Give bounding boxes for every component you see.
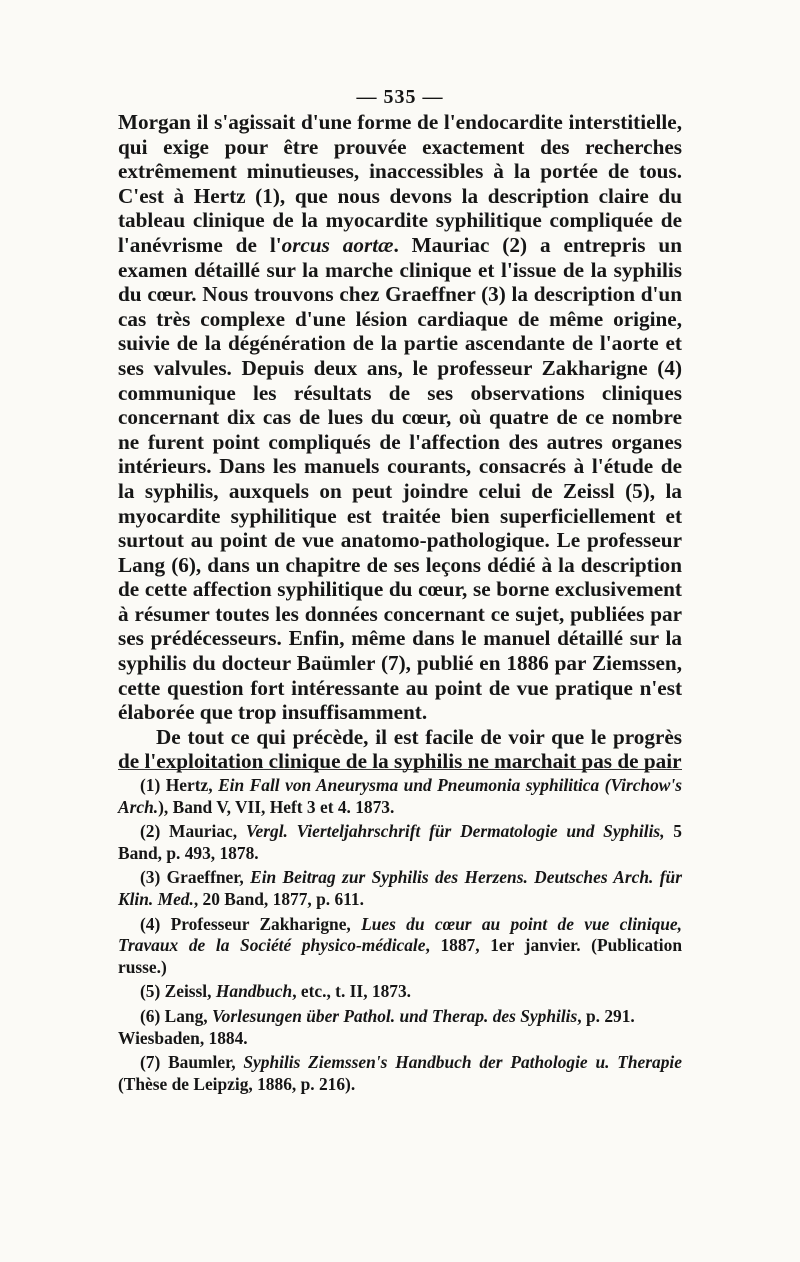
footnote-7-title: Syphilis Ziemssen's Handbuch der Pathologie u. Therapie — [243, 1052, 682, 1073]
footnote-7-author: (7) Baumler, — [140, 1052, 244, 1073]
footnote-6-author: (6) Lang, — [140, 1005, 212, 1026]
footnote-6-title: Vorlesungen über Pathol. und Therap. des Syphilis — [211, 1005, 578, 1026]
footnote-6-place: Wiesbaden, 1884. — [118, 1027, 248, 1048]
footnote-3 — [118, 867, 682, 910]
footnote-5-author: (5) Zeissl, — [140, 981, 216, 1002]
footnote-4-title: Lues du cœur au point de vue clinique, Travaux de la Société physico-médicale — [118, 913, 682, 956]
paragraph-1-italic: orcus aortæ — [281, 232, 394, 257]
footnote-3-title: Ein Beitrag zur Syphilis des Herzens. Deutsches Arch. für Klin. Med. — [118, 867, 682, 909]
page-number: — 535 — — [356, 86, 444, 108]
paragraph-1-part-a: Morgan il s'agissait d'une forme de l'endocardite interstitielle, qui exige pour être prouvée exactement des recherches extrêmement minutieuses, inaccessibles à la portée de tous. C'est à Hertz (1), que nous devons la description claire du tableau clinique de la myocardite syphilitique compliquée de l'anévrisme de l' — [118, 110, 682, 257]
footnote-divider — [118, 769, 682, 770]
footnote-3-ref: , 20 Band, 1877, p. 611. — [193, 888, 364, 909]
footnote-2 — [118, 821, 682, 864]
footnote-1-ref: ), Band V, VII, Heft 3 et 4. 1873. — [158, 796, 395, 817]
footnote-3-author: (3) Graeffner, — [140, 867, 251, 888]
footnote-5-title: Handbuch — [215, 981, 293, 1002]
footnote-6 — [118, 1006, 682, 1028]
paragraph-1-part-b: . Mauriac (2) a entrepris un examen détaillé sur la marche clinique et l'issue de la syphilis du cœur. Nous trouvons chez Graeffner (3) la description d'un cas très complexe d'une lésion cardiaque de même origine, suivie de la dégénération de la partie ascendante de l'aorte et ses valvules. Depuis deux ans, le professeur Zakharigne (4) communique les résultats de ses observations cliniques concernant dix cas de lues du cœur, où quatre de ce nombre ne furent point compliqués de l'affection des autres organes intérieurs. Dans les manuels courants, consacrés à l'étude de la syphilis, auxquels on peut joindre celui de Zeissl (5), la myocardite syphilitique est traitée bien superficiellement et surtout au point de vue anatomo-pathologique. Le professeur Lang (6), dans un chapitre de ses leçons dédié à la description de cette affection syphilitique du cœur, se borne exclusivement à résumer toutes les données concernant ce sujet, publiées par ses prédécesseurs. Enfin, même dans le manuel détaillé sur la syphilis du docteur Baümler (7), publié en 1886 par Ziemssen, cette question fort intéressante au point de vue pratique n'est élaborée que trop insuffisamment. — [118, 232, 682, 725]
footnote-4 — [118, 914, 682, 979]
paragraph-1 — [118, 110, 682, 725]
footnotes — [118, 775, 682, 1095]
footnote-4-ref: , 1887, 1er janvier. (Publication russe.) — [118, 935, 683, 977]
footnote-2-author: (2) Mauriac, — [140, 821, 246, 842]
footnote-5-ref: , etc., t. II, 1873. — [292, 981, 412, 1002]
footnote-5 — [118, 981, 682, 1003]
footnote-6-ref: , p. 291. — [577, 1005, 635, 1026]
footnote-7-ref: (Thèse de Leipzig, 1886, p. 216). — [118, 1073, 356, 1094]
footnote-7 — [118, 1052, 682, 1095]
footnote-1-author: (1) Hertz, — [140, 775, 219, 795]
footnote-1 — [118, 775, 682, 818]
footnote-4-author: (4) Professeur Zakharigne, — [140, 913, 362, 934]
footnote-2-ref: 5 Band, p. 493, 1878. — [118, 821, 682, 863]
footnote-2-title: Vergl. Vierteljahrschrift für Dermatologie und Syphilis, — [245, 821, 665, 842]
footnote-1-title: Ein Fall von Aneurysma und Pneumonia syphilitica (Virchow's Arch. — [118, 775, 682, 817]
main-text — [118, 110, 682, 774]
paragraph-2: De tout ce qui précède, il est facile de voir que le progrès de l'exploitation clinique de la syphilis ne marchait pas de pair — [118, 724, 682, 774]
